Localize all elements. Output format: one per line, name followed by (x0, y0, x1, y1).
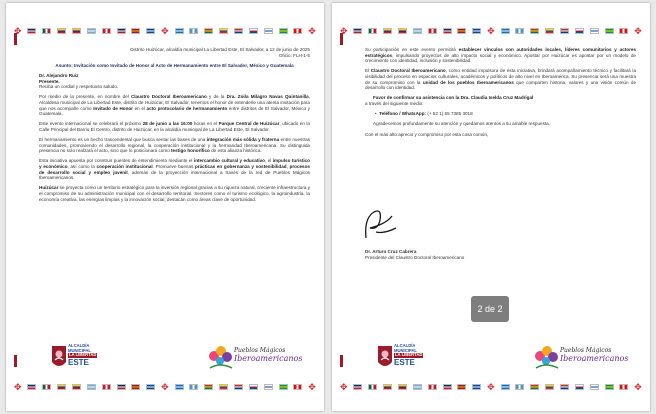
colombia-flag (383, 28, 392, 34)
letter-body-page-2 (365, 47, 636, 142)
bolivia-flag (530, 384, 539, 390)
ornament-icon: ✥ (161, 25, 169, 36)
canada-flag (619, 384, 628, 390)
brazil-flag (605, 384, 614, 390)
flag-strip-top (340, 25, 642, 37)
argentina-flag (413, 28, 422, 34)
peru-flag (102, 28, 111, 34)
bolivia-flag (204, 384, 213, 390)
document-page-2 (332, 3, 650, 411)
peru-flag (102, 384, 111, 390)
panama-flag (575, 384, 584, 390)
ornament-icon: ✥ (340, 381, 348, 392)
handwritten-signature (356, 198, 404, 246)
guatemala-flag (189, 28, 198, 34)
closing-line: Con el más alto aprecio y compromiso por esta cosa común, (365, 131, 489, 137)
document-page-1 (6, 3, 324, 411)
venezuela-flag (398, 28, 407, 34)
ornament-icon: ✥ (14, 381, 22, 392)
ecuador-flag (545, 28, 554, 34)
addressee-present: Presente. (39, 78, 60, 84)
alcaldia-logo (375, 342, 433, 372)
guatemala-flag (189, 384, 198, 390)
phone-number[interactable]: (+ 52 1) 55 7385 3018 (426, 111, 473, 117)
mexico-flag (368, 28, 377, 34)
mexico-flag (42, 384, 51, 390)
costa-rica-flag (353, 384, 362, 390)
spain-flag (457, 28, 466, 34)
alcaldia-line-2: MUNICIPAL (394, 347, 417, 353)
uruguay-flag (590, 384, 599, 390)
colombia-flag (57, 384, 66, 390)
el-salvador-flag (146, 384, 155, 390)
place-date: Distrito Huizúcar, alcaldía municipal La Libertad Este, El Salvador, a 12 de junio de 2025 (130, 47, 310, 52)
pueblos-magicos-logo (532, 342, 629, 374)
paraguay-flag (234, 28, 243, 34)
bolivia-flag (204, 28, 213, 34)
dominican-republic-flag (117, 384, 126, 390)
ornament-icon: ✥ (487, 25, 495, 36)
alcaldia-line-4: ESTE (68, 357, 89, 367)
paragraph-huizucar: Huizúcar se proyecta como un territorio estratégico para la inversión regional gracias a su riqueza natural, creciente infraestructura y el compromiso de su administración municipal con el desarrollo territorial. Sectores como el turismo ecológico, la agroindustria, la economía creativa, las energías limpias y la innovación social, destacan como áreas clave de oportunidad. (39, 185, 310, 202)
uruguay-flag (264, 28, 273, 34)
pueblos-line-1: Pueblos Mágicos (560, 347, 612, 354)
ornament-icon: ✥ (161, 381, 169, 392)
alcaldia-line-1: ALCALDÍA (68, 343, 90, 348)
brazil-flag (279, 384, 288, 390)
mexico-flag (42, 28, 51, 34)
paraguay-flag (234, 384, 243, 390)
ornament-icon: ✥ (14, 25, 22, 36)
paragraph-claustro: El Claustro Doctoral Iberoamericano, como entidad impulsora de esta iniciativa, brindará acompañamiento técnico y facilitará la visibilidad del proceso en espacios culturales, académicos y políticos de alto nivel en Iberoamérica. Su presencia será una muestra de su compromiso con la unidad de los pueblos Iberoamericanos que comparten historia, valores y una visión común de desarrollo con identidad. (365, 68, 637, 91)
mexico-flag (368, 384, 377, 390)
canada-flag (293, 28, 302, 34)
el-salvador-flag (472, 384, 481, 390)
paragraph-initiative: Esta iniciativa apuesta por construir puentes de entendimiento mediante el intercambio cultural y educativo, el impulso turístico y económico, así como la cooperación institucional. Promueve buenas prácticas en gobernanza y sostenibilidad, procesos de desarrollo social y empleo juvenil, además de la proyección internacional a través de la red de Pueblos Mágicos Iberoamericanos. (39, 158, 310, 181)
venezuela-flag (72, 384, 81, 390)
dominican-republic-flag (443, 28, 452, 34)
venezuela-flag (398, 384, 407, 390)
argentina-flag (87, 28, 96, 34)
ornament-icon: ✥ (340, 25, 348, 36)
panama-flag (249, 384, 258, 390)
alcaldia-line-4: ESTE (394, 357, 415, 367)
greeting: Reciba un cordial y respetuoso saludo. (39, 84, 119, 90)
ecuador-flag (219, 384, 228, 390)
argentina-flag (87, 384, 96, 390)
brazil-flag (605, 28, 614, 34)
bullet-icon: • (375, 111, 380, 117)
colombia-flag (57, 28, 66, 34)
paraguay-flag (560, 384, 569, 390)
paragraph-event-details: Este evento internacional se celebrará el próximo 28 de junio a las 16:00 horas en el Parque Central de Huizúcar, ubicado en la Calle Principal del Barrio El Centro, distrito de Huizúcar, en la alcaldía municipal de La Libertad Este, El Salvador. (39, 121, 310, 132)
paragraph-participation: Su participación en este evento permitirá establecer vínculos con autoridades locales, líderes comunitarios y actores estratégicos, impulsando proyectos de alto impacto social y económico. Apostar por Huizúcar es apostar por un modelo de crecimiento con identidad, inclusión y sostenibilidad. (365, 47, 636, 64)
alcaldia-logo (49, 342, 107, 372)
honduras-flag (501, 28, 510, 34)
page-edge-mark (14, 355, 17, 367)
alcaldia-line-3: LA LIBERTAD (69, 352, 97, 358)
paragraph-hermanamiento: El hermanamiento es un hecho trascendental que busca sentar las bases de una integración más sólida y fraterna entre nuestras comunidades, promoviendo el desarrollo regional, la cooperación institucional y la hermandad Iberoamericana. Su distinguida presencia no solo realzará el acto, sino que lo posicionará como testigo honorífico de esta alianza histórica. (39, 137, 310, 154)
ecuador-flag (219, 28, 228, 34)
el-salvador-flag (472, 28, 481, 34)
peru-flag (428, 384, 437, 390)
venezuela-flag (72, 28, 81, 34)
honduras-flag (175, 384, 184, 390)
page-edge-mark (340, 355, 343, 367)
flag-strip-bottom (14, 381, 316, 393)
signer-title: Presidente del Claustro Doctoral Iberoamericano (365, 254, 465, 260)
office-reference: Oficio: FLH-1-5 (278, 52, 310, 58)
confirm-attendance: Favor de confirmar su asistencia con la Dra. Claudia Iselda Cruz Madrigal (373, 95, 534, 101)
panama-flag (249, 28, 258, 34)
ornament-icon: ✥ (487, 381, 495, 392)
page-indicator: 2 de 2 (471, 296, 509, 322)
colombia-flag (383, 384, 392, 390)
letter-body-page-1 (39, 47, 310, 207)
letter-subject: Asunto: Invitación como Invitado de Honor al Acto de Hermanamiento entre El Salvador, México y Guatemala (55, 62, 294, 68)
alcaldia-line-1: ALCALDÍA (394, 343, 416, 348)
alcaldia-line-2: MUNICIPAL (68, 347, 91, 353)
honduras-flag (501, 384, 510, 390)
thanks-line: Agradecemos profundamente su atención y quedamos atentos a su amable respuesta. (373, 121, 550, 127)
costa-rica-flag (27, 384, 36, 390)
el-salvador-flag (146, 28, 155, 34)
pueblos-magicos-logo (206, 342, 303, 374)
spain-flag (131, 384, 140, 390)
contact-medium: a través del siguiente medio: (365, 100, 424, 106)
pueblos-line-2: Iberoamericanos (234, 354, 303, 363)
ornament-icon: ✥ (308, 381, 316, 392)
pueblos-line-1: Pueblos Mágicos (234, 347, 286, 354)
costa-rica-flag (353, 28, 362, 34)
dominican-republic-flag (117, 28, 126, 34)
uruguay-flag (590, 28, 599, 34)
ornament-icon: ✥ (634, 25, 642, 36)
honduras-flag (175, 28, 184, 34)
paragraph-invitation: Por medio de la presente, en nombre del Claustro Doctoral Iberoamericano y de la Dra. Zoila Milagro Navas Quintanilla, Alcaldesa municipal de La Libertad Este, distrito de Huizúcar, El Salvador, tenemos el honor de extenderle una atenta invitación para que nos acompañe como Invitado de Honor en el acto protocolario de hermanamiento entre distritos de El Salvador, México y Guatemala. (39, 94, 311, 117)
flag-strip-bottom (340, 381, 642, 393)
peru-flag (428, 28, 437, 34)
canada-flag (619, 28, 628, 34)
uruguay-flag (264, 384, 273, 390)
signer-name: Dr. Arturo Cruz Cabrera (365, 249, 417, 254)
ecuador-flag (545, 384, 554, 390)
spain-flag (457, 384, 466, 390)
paraguay-flag (560, 28, 569, 34)
ornament-icon: ✥ (308, 25, 316, 36)
canada-flag (293, 384, 302, 390)
phone-line: • Teléfono / WhatsApp: (+ 52 1) 55 7385 3018 (375, 111, 473, 117)
brazil-flag (279, 28, 288, 34)
guatemala-flag (515, 384, 524, 390)
guatemala-flag (515, 28, 524, 34)
addressee-name: Dr. Alejandro Ruiz (39, 72, 79, 78)
costa-rica-flag (27, 28, 36, 34)
alcaldia-line-3: LA LIBERTAD (395, 352, 423, 358)
pueblos-line-2: Iberoamericanos (560, 354, 629, 363)
bolivia-flag (530, 28, 539, 34)
ornament-icon: ✥ (634, 381, 642, 392)
flag-strip-top (14, 25, 316, 37)
panama-flag (575, 28, 584, 34)
spain-flag (131, 28, 140, 34)
dominican-republic-flag (443, 384, 452, 390)
argentina-flag (413, 384, 422, 390)
